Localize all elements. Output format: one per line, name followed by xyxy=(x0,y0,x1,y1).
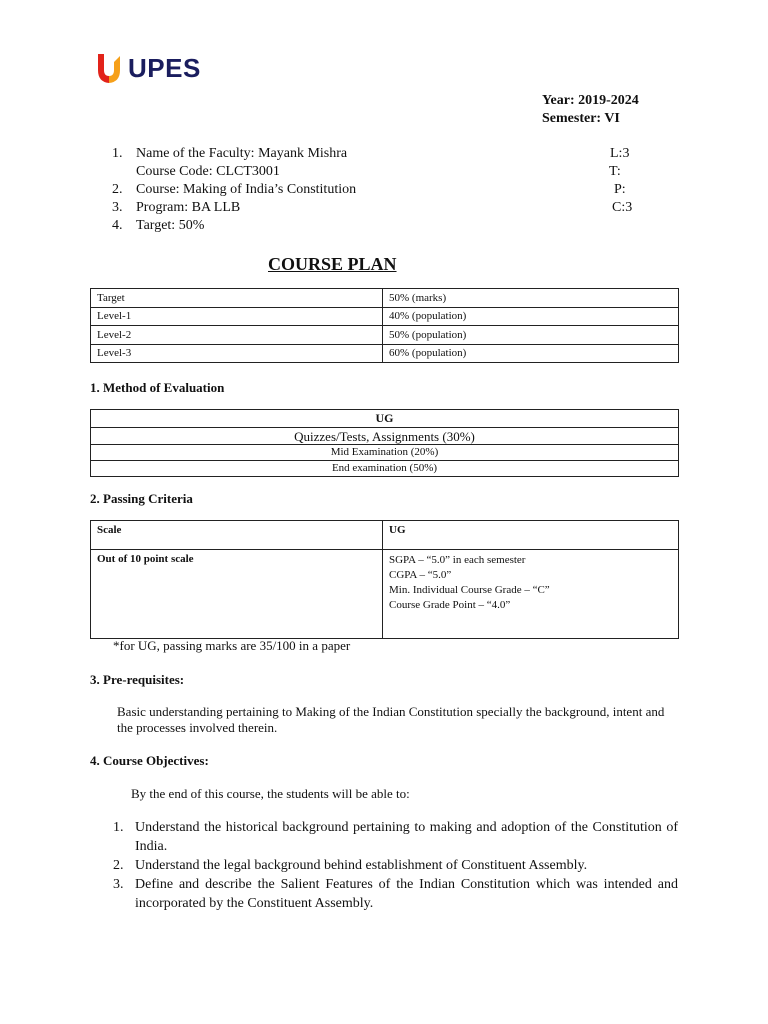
info-row xyxy=(112,217,642,235)
list-text: Define and describe the Salient Features of the Indian Constitution which was intended and incorporated by the Constituent Assembly. xyxy=(135,877,678,911)
passing-criteria-table xyxy=(90,520,679,639)
course-info xyxy=(112,145,642,235)
objectives-intro: By the end of this course, the students will be able to: xyxy=(131,786,410,801)
table-cell: Mid Examination (20%) xyxy=(91,445,679,461)
total-credits: C:3 xyxy=(612,200,633,215)
method-of-evaluation-heading: 1. Method of Evaluation xyxy=(90,380,225,395)
table-row xyxy=(91,550,679,639)
table-header-cell: UG xyxy=(383,521,679,550)
sgpa-criterion: SGPA – “5.0” in each semester xyxy=(389,554,526,566)
grade-point-criterion: Course Grade Point – “4.0” xyxy=(389,599,511,611)
list-number: 2. xyxy=(113,858,124,873)
info-row xyxy=(112,199,642,217)
evaluation-table xyxy=(90,409,679,477)
info-number: 2. xyxy=(112,182,123,197)
table-cell: 60% (population) xyxy=(383,344,679,363)
prerequisites-heading: 3. Pre-requisites: xyxy=(90,672,185,687)
cgpa-criterion: CGPA – “5.0” xyxy=(389,569,452,581)
target-table xyxy=(90,288,679,363)
list-item xyxy=(113,818,678,856)
table-row xyxy=(91,289,679,308)
list-text: Understand the historical background pertaining to making and adoption of the Constitution of India. xyxy=(135,820,678,854)
list-text: Understand the legal background behind establishment of Constituent Assembly. xyxy=(135,858,588,873)
table-row xyxy=(91,428,679,445)
table-header-cell: Scale xyxy=(91,521,383,550)
table-cell: Target xyxy=(91,289,383,308)
table-row xyxy=(91,461,679,477)
table-cell: Quizzes/Tests, Assignments (30%) xyxy=(91,428,679,445)
prerequisites-text: Basic understanding pertaining to Making of the Indian Constitution specially the background, intent and the processes involved therein. xyxy=(117,704,665,735)
info-row xyxy=(112,145,642,163)
list-item xyxy=(113,875,678,913)
objectives-list xyxy=(113,818,678,913)
info-number: 4. xyxy=(112,218,123,233)
table-header-cell: UG xyxy=(91,410,679,428)
target-label: Target: 50% xyxy=(136,218,205,233)
info-number: 3. xyxy=(112,200,123,215)
table-row xyxy=(91,307,679,326)
table-cell: Out of 10 point scale xyxy=(91,550,383,639)
grade-criterion: Min. Individual Course Grade – “C” xyxy=(389,584,550,596)
table-cell: Level-1 xyxy=(91,307,383,326)
table-cell: 40% (population) xyxy=(383,307,679,326)
year-semester-block xyxy=(542,92,639,128)
list-number: 3. xyxy=(113,877,124,892)
table-cell: 50% (population) xyxy=(383,326,679,345)
upes-logo xyxy=(96,52,201,84)
table-row xyxy=(91,410,679,428)
tutorial-credits: T: xyxy=(609,164,621,179)
table-row xyxy=(91,344,679,363)
logo-text: UPES xyxy=(128,52,201,83)
passing-note: *for UG, passing marks are 35/100 in a paper xyxy=(113,638,351,653)
info-row xyxy=(112,181,642,199)
faculty-name: Name of the Faculty: Mayank Mishra xyxy=(136,146,348,161)
practical-credits: P: xyxy=(614,182,626,197)
page-title: COURSE PLAN xyxy=(268,254,397,274)
table-cell xyxy=(383,550,679,639)
table-row xyxy=(91,445,679,461)
course-name: Course: Making of India’s Constitution xyxy=(136,182,357,197)
info-number xyxy=(112,163,136,181)
year-label: Year: 2019-2024 xyxy=(542,93,639,108)
table-cell: End examination (50%) xyxy=(91,461,679,477)
table-row xyxy=(91,521,679,550)
upes-shield-icon xyxy=(96,52,122,84)
info-row xyxy=(112,163,642,181)
table-cell: Level-2 xyxy=(91,326,383,345)
program-name: Program: BA LLB xyxy=(136,200,241,215)
list-item xyxy=(113,856,678,875)
list-number: 1. xyxy=(113,820,124,835)
info-number: 1. xyxy=(112,146,123,161)
passing-criteria-heading: 2. Passing Criteria xyxy=(90,491,193,506)
course-code: Course Code: CLCT3001 xyxy=(136,164,280,179)
table-row xyxy=(91,326,679,345)
course-objectives-heading: 4. Course Objectives: xyxy=(90,753,209,768)
semester-label: Semester: VI xyxy=(542,111,620,126)
table-cell: Level-3 xyxy=(91,344,383,363)
table-cell: 50% (marks) xyxy=(383,289,679,308)
lecture-credits: L:3 xyxy=(610,146,630,161)
